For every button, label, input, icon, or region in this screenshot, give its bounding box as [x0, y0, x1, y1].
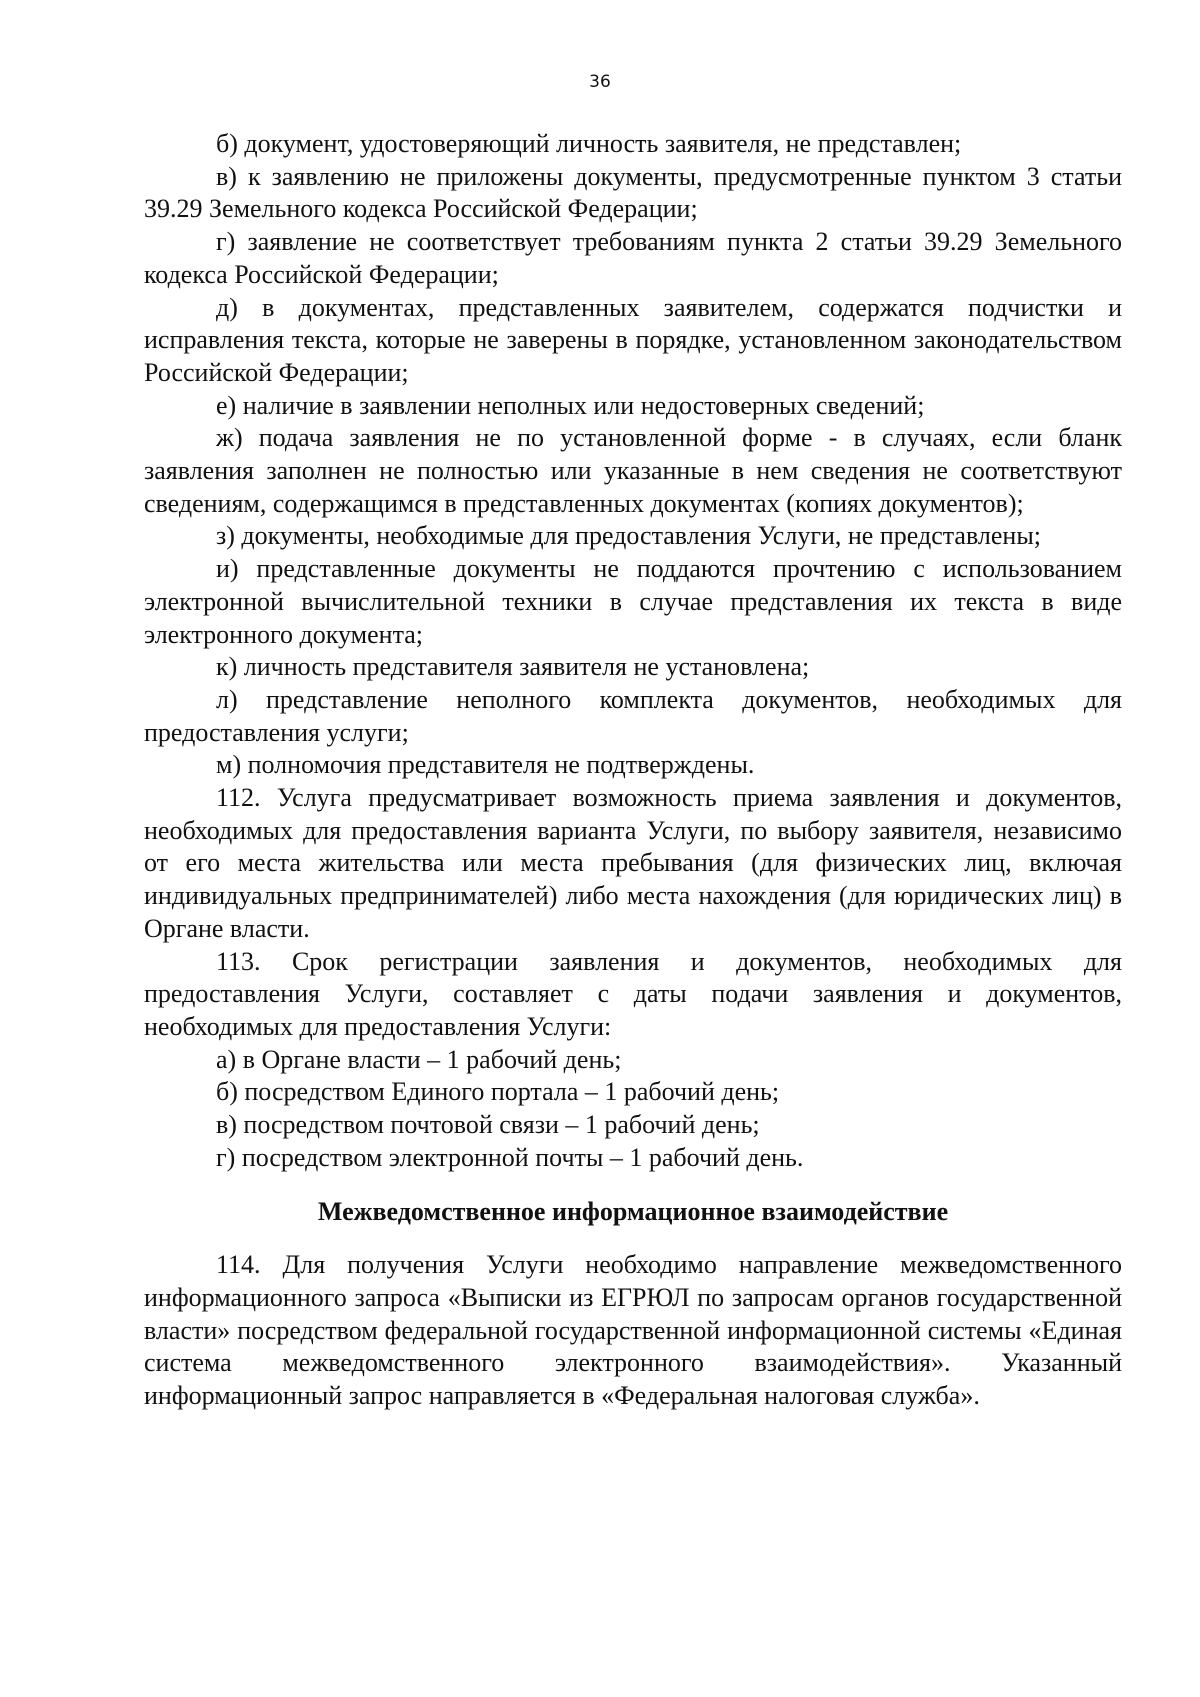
paragraph-e-incomplete-info: е) наличие в заявлении неполных или недостоверных сведений;	[216, 390, 925, 420]
paragraph-i-unreadable-documents: и) представленные документы не поддаются прочтению с использованием электронной вычислительной техники в случае представления их текста в виде электронного документа;	[144, 554, 1122, 649]
paragraph-b-no-id-document: б) документ, удостоверяющий личность заявителя, не представлен;	[216, 129, 962, 158]
paragraph-112: 112. Услуга предусматривает возможность приема заявления и документов, необходимых для предоставления варианта Услуги, по выбору заявителя, независимо от его места жительства или места пребывания (для физических лиц, включая индивидуальных предпринимателей) либо места нахождения (для юридических лиц) в Органе власти.	[144, 783, 1122, 943]
paragraph-k-identity-not-established: к) личность представителя заявителя не установлена;	[216, 652, 810, 682]
paragraph-g-requirements-mismatch: г) заявление не соответствует требованиям пункта 2 статьи 39.29 Земельного кодекса Российской Федерации;	[144, 227, 1122, 289]
section-heading: Межведомственное информационное взаимодействие	[317, 1196, 949, 1226]
paragraph-113-v: в) посредством почтовой связи – 1 рабочий день;	[216, 1110, 760, 1140]
paragraph-113-b: б) посредством Единого портала – 1 рабочий день;	[216, 1077, 780, 1107]
page-number: 36	[589, 72, 611, 92]
paragraph-d-erasures: д) в документах, представленных заявителем, содержатся подчистки и исправления текста, которые не заверены в порядке, установленном законодательством Российской Федерации;	[144, 292, 1122, 387]
paragraph-v-missing-documents: в) к заявлению не приложены документы, предусмотренные пунктом 3 статьи 39.29 Земельного кодекса Российской Федерации;	[144, 161, 1122, 224]
paragraph-113-a: а) в Органе власти – 1 рабочий день;	[216, 1044, 622, 1074]
paragraph-114: 114. Для получения Услуги необходимо направление межведомственного информационного запроса «Выписки из ЕГРЮЛ по запросам органов государственной власти» посредством федеральной государственной информационной системы «Единая система межведомственного электронного взаимодействия». Указанный информационный запрос направляется в «Федеральная налоговая служба».	[144, 1250, 1122, 1411]
paragraph-z-documents-not-provided: з) документы, необходимые для предоставления Услуги, не представлены;	[216, 521, 1042, 551]
document-body	[144, 128, 1122, 1413]
paragraph-113-g: г) посредством электронной почты – 1 рабочий день.	[216, 1142, 804, 1172]
paragraph-m-authority-not-confirmed: м) полномочия представителя не подтверждены.	[216, 750, 755, 780]
paragraph-zh-wrong-form: ж) подача заявления не по установленной форме - в случаях, если бланк заявления заполнен не полностью или указанные в нем сведения не соответствуют сведениям, содержащимся в представленных документах (копиях документов);	[144, 423, 1122, 518]
paragraph-113: 113. Срок регистрации заявления и документов, необходимых для предоставления Услуги, составляет с даты подачи заявления и документов, необходимых для предоставления Услуги:	[144, 946, 1122, 1041]
paragraph-l-incomplete-set: л) представление неполного комплекта документов, необходимых для предоставления услуги;	[144, 684, 1122, 747]
